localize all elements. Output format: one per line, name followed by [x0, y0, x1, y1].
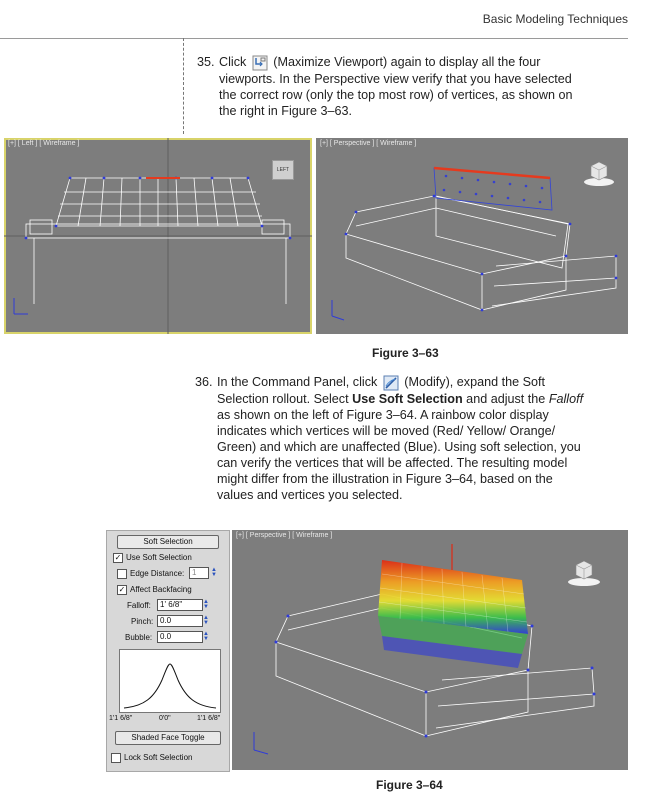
- viewcube-fig64[interactable]: [566, 556, 602, 593]
- step-36-line-8: values and vertices you selected.: [217, 487, 403, 502]
- header-rule: [0, 38, 628, 39]
- lock-soft-selection-row[interactable]: [111, 753, 192, 763]
- affect-backfacing-row[interactable]: [117, 585, 192, 595]
- perspective-viewport-fig63[interactable]: [316, 138, 628, 334]
- step-36-line-1-start: In the Command Panel, click: [217, 375, 378, 389]
- viewcube-perspective[interactable]: [582, 158, 616, 193]
- step-36-line-6: can verify the vertices that will be affected. The resulting model: [217, 455, 568, 470]
- use-soft-selection-row[interactable]: [113, 553, 192, 563]
- step-35: [197, 54, 627, 119]
- modify-icon: [383, 375, 399, 391]
- edge-distance-row[interactable]: [117, 569, 184, 579]
- lock-soft-selection-label: Lock Soft Selection: [124, 753, 193, 763]
- pinch-spinner[interactable]: ▲ ▼: [203, 615, 209, 626]
- pinch-label: Pinch:: [131, 617, 154, 626]
- step-36-line-2-a: Selection rollout. Select: [217, 391, 353, 406]
- soft-selection-rollout-header[interactable]: Soft Selection: [117, 535, 219, 549]
- step-36: [195, 374, 635, 503]
- use-soft-selection-term: Use Soft Selection: [352, 391, 463, 406]
- running-header: Basic Modeling Techniques: [482, 12, 628, 26]
- step-36-line-5: Green) and which are unaffected (Blue). Using soft selection, you: [217, 439, 581, 454]
- perspective-viewport-label[interactable]: [+] [ Perspective ] [ Wireframe ]: [320, 140, 417, 147]
- use-soft-selection-label: Use Soft Selection: [126, 553, 192, 563]
- falloff-term: Falloff: [548, 391, 584, 406]
- left-viewport[interactable]: [4, 138, 312, 334]
- figure-3-63-caption: Figure 3–63: [372, 346, 439, 360]
- step-36-line-1-end: (Modify), expand the Soft: [404, 375, 545, 389]
- falloff-input[interactable]: 1' 6/8": [157, 599, 203, 611]
- pinch-input[interactable]: 0.0: [157, 615, 203, 627]
- bubble-input[interactable]: 0.0: [157, 631, 203, 643]
- falloff-curve: [120, 650, 220, 712]
- perspective-viewport-fig64[interactable]: [232, 530, 628, 770]
- affect-backfacing-checkbox[interactable]: ✓: [118, 585, 126, 594]
- step-35-line-2: viewports. In the Perspective view verify that you have selected: [219, 71, 572, 86]
- step-36-line-2: [195, 391, 635, 407]
- step-36-line-4: indicates which vertices will be moved (Red/ Yellow/ Orange/: [217, 423, 556, 438]
- curve-mid-label: 0'0": [159, 715, 171, 722]
- falloff-label: Falloff:: [127, 601, 151, 610]
- lock-soft-selection-checkbox[interactable]: [111, 753, 121, 763]
- falloff-spinner[interactable]: ▲ ▼: [203, 599, 209, 610]
- step-35-line-3: the correct row (only the top most row) of vertices, as shown on: [219, 87, 573, 102]
- bubble-label: Bubble:: [125, 633, 153, 642]
- edge-distance-checkbox[interactable]: [117, 569, 127, 579]
- step-35-line-1: (Maximize Viewport) again to display all the four: [273, 55, 541, 69]
- step-35-line-4: the right in Figure 3–63.: [219, 103, 353, 118]
- edge-distance-label: Edge Distance:: [130, 569, 185, 579]
- step-35-click: Click: [219, 55, 247, 69]
- perspective-viewport-fig64-label[interactable]: [+] [ Perspective ] [ Wireframe ]: [236, 532, 333, 539]
- curve-right-label: 1'1 6/8": [197, 715, 221, 722]
- edge-distance-input[interactable]: 1: [189, 567, 209, 579]
- margin-guide-line: [183, 38, 184, 134]
- step-36-line-3: as shown on the left of Figure 3–64. A rainbow color display: [217, 407, 549, 422]
- step-36-number: 36.: [195, 375, 213, 389]
- viewcube-left[interactable]: LEFT: [272, 160, 294, 180]
- use-soft-selection-checkbox[interactable]: ✓: [114, 553, 122, 562]
- step-36-line-2-b: and adjust the: [462, 391, 549, 406]
- shaded-face-toggle-button[interactable]: Shaded Face Toggle: [115, 731, 221, 745]
- figure-3-64-caption: Figure 3–64: [376, 778, 443, 792]
- edge-distance-spinner[interactable]: ▲ ▼: [211, 567, 217, 578]
- affect-backfacing-label: Affect Backfacing: [130, 585, 192, 595]
- maximize-viewport-icon: [252, 55, 268, 71]
- curve-left-label: 1'1 6/8": [109, 715, 133, 722]
- soft-selection-rollout: [106, 530, 230, 772]
- left-viewport-sofa-wireframe: [4, 138, 312, 334]
- bubble-spinner[interactable]: ▲ ▼: [203, 631, 209, 642]
- step-36-line-7: might differ from the illustration in Figure 3–64, based on the: [217, 471, 553, 486]
- step-35-number: 35.: [197, 55, 215, 69]
- falloff-curve-graph: [119, 649, 221, 713]
- left-viewport-label[interactable]: [+] [ Left ] [ Wireframe ]: [8, 140, 80, 147]
